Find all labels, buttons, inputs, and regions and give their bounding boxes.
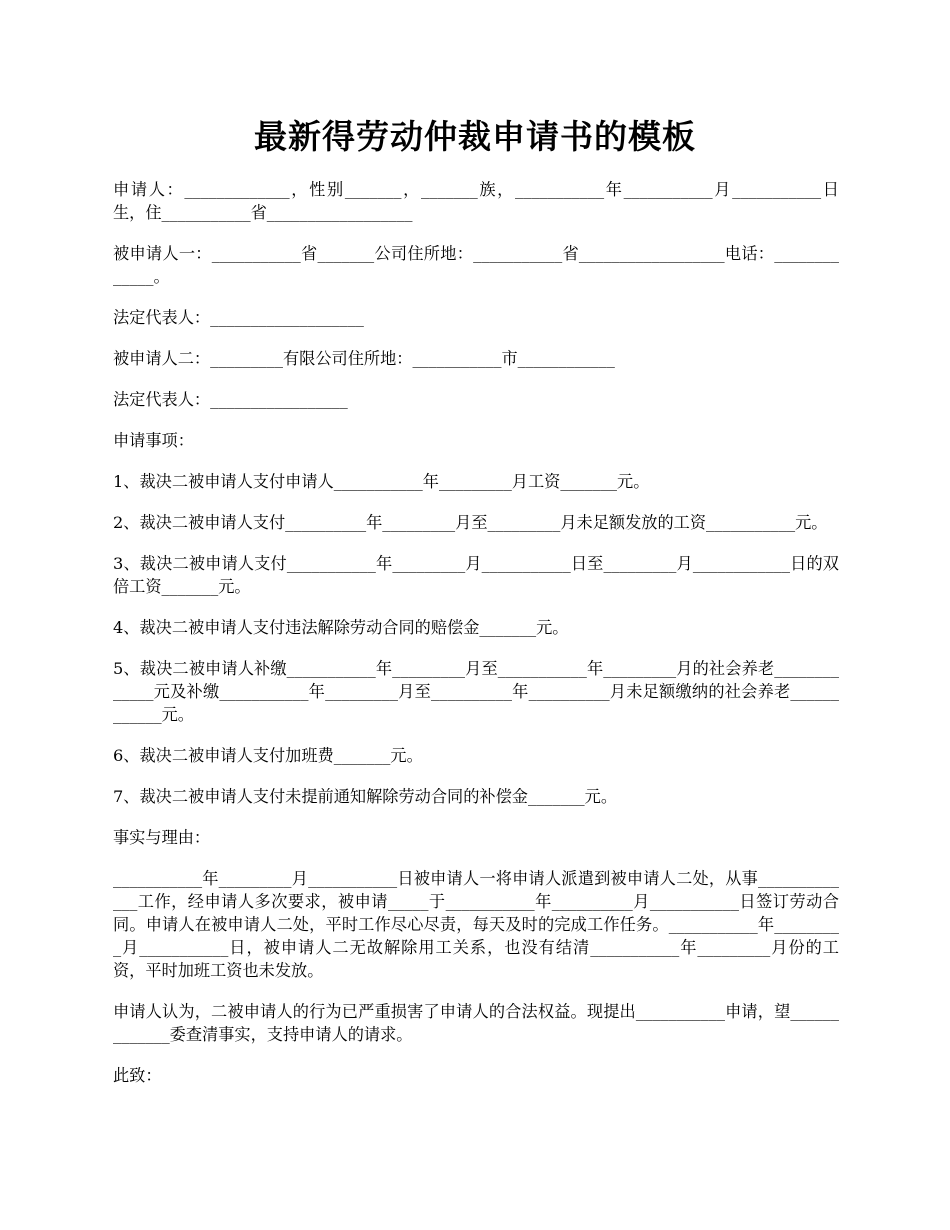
document-title: 最新得劳动仲裁申请书的模板: [254, 117, 696, 156]
respondent-two-info: 被申请人二：_________有限公司住所地：___________市____________: [113, 349, 615, 368]
claims-heading: 申请事项：: [113, 431, 194, 450]
respondent-one-legal-rep: 法定代表人：___________________: [113, 308, 364, 327]
respondent-two-legal-rep: 法定代表人：_________________: [113, 390, 348, 409]
claim-item: 4、裁决二被申请人支付违法解除劳动合同的赔偿金_______元。: [113, 618, 569, 637]
document-body: [113, 178, 839, 1105]
respondent-one-info: 被申请人一：___________省_______公司住所地：___________省__________________电话：_____________。: [113, 244, 839, 286]
claim-item: 3、裁决二被申请人支付___________年_________月___________日至_________月____________日的双倍工资_______元。: [113, 554, 839, 596]
claim-item: 1、裁决二被申请人支付申请人___________年_________月工资_______元。: [113, 472, 650, 491]
claim-item: 2、裁决二被申请人支付__________年_________月至_________月未足额发放的工资___________元。: [113, 513, 828, 532]
applicant-statement: 申请人认为，二被申请人的行为已严重损害了申请人的合法权益。现提出___________申请，望_____________委查清事实，支持申请人的请求。: [113, 1002, 839, 1044]
facts-paragraph: ___________年_________月___________日被申请人一将申请人派遣到被申请人二处，从事_____________工作，经申请人多次要求，被申请_____于___________年__________月___________日签订劳动合同。申请人在被申请人二处，平时工作尽心尽责，每天及时的完成工作任务。___________年_________月___________日，被申请人二无故解除用工关系，也没有结清___________年_________月份的工资，平时加班工资也未发放。: [113, 869, 839, 980]
applicant-info: 申请人：_____________，性别_______，_______族，___________年___________月___________日生，住___________省__________________: [113, 180, 839, 222]
claim-item: 7、裁决二被申请人支付未提前通知解除劳动合同的补偿金_______元。: [113, 787, 618, 806]
closing-salutation: 此致：: [113, 1066, 162, 1085]
claim-item: 6、裁决二被申请人支付加班费_______元。: [113, 746, 423, 765]
facts-heading: 事实与理由：: [113, 828, 211, 847]
claim-item: 5、裁决二被申请人补缴___________年_________月至___________年_________月的社会养老_____________元及补缴___________年_________月至__________年__________月未足额缴纳的社会养老____________元。: [113, 659, 839, 724]
